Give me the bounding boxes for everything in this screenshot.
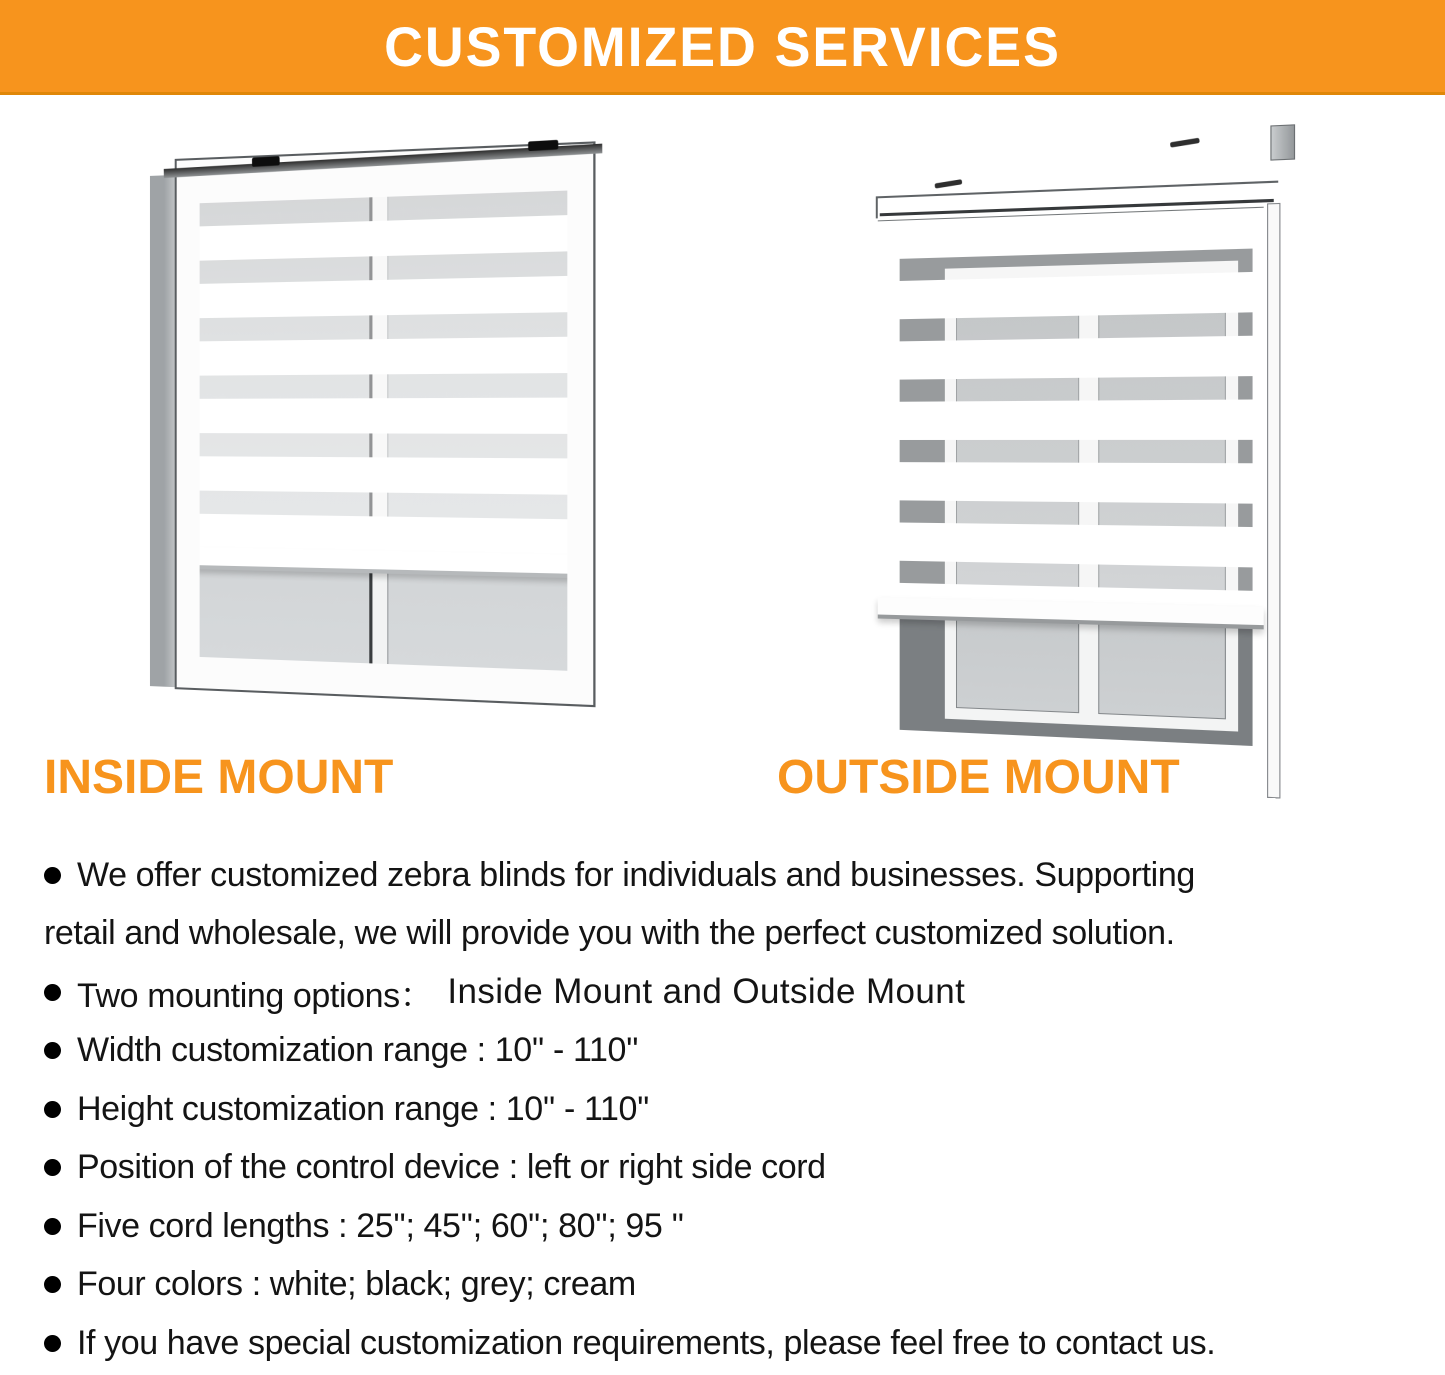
header-banner — [0, 0, 1445, 95]
outside-mount-label: OUTSIDE MOUNT — [777, 751, 1180, 804]
feature-list — [44, 846, 1415, 1373]
list-item — [44, 1256, 1415, 1315]
mount-bracket-icon — [528, 140, 558, 151]
bullet-dot-icon — [44, 1335, 61, 1352]
list-item-text: Position of the control device : left or right side cord — [77, 1148, 826, 1187]
list-item-text: Four colors : white; black; grey; cream — [77, 1265, 636, 1304]
list-item — [44, 1139, 1415, 1198]
list-item-continuation — [44, 905, 1415, 964]
bullet-dot-icon — [44, 1218, 61, 1235]
list-item — [44, 1314, 1415, 1373]
outside-mount-scene — [860, 110, 1317, 773]
list-item — [44, 963, 1415, 1022]
list-item-text: retail and wholesale, we will provide you with the perfect customized solution. — [44, 914, 1175, 953]
inside-mount-label: INSIDE MOUNT — [44, 751, 394, 804]
mount-bracket-icon — [252, 156, 280, 167]
blind-side-rail — [1267, 203, 1280, 799]
zebra-blind-stripes — [200, 191, 568, 559]
list-item-text: Five cord lengths : 25''; 45''; 60''; 80''; 95 '' — [77, 1206, 684, 1245]
list-item — [44, 1197, 1415, 1256]
bullet-dot-icon — [44, 1159, 61, 1176]
list-item-emphasis: Inside Mount and Outside Mount — [447, 972, 966, 1012]
bullet-dot-icon — [44, 1042, 61, 1059]
list-item — [44, 846, 1415, 905]
outside-mount-illustration — [860, 133, 1292, 751]
bullet-dot-icon — [44, 867, 61, 884]
bullet-dot-icon — [44, 1101, 61, 1118]
wall-return — [150, 175, 176, 687]
list-item — [44, 1080, 1415, 1139]
soffit-corner-line — [876, 196, 878, 218]
list-item — [44, 1022, 1415, 1081]
ceiling-bracket-mark-icon — [1170, 138, 1200, 148]
list-item-text: Two mounting options： — [77, 976, 434, 1015]
inside-mount-scene — [148, 126, 596, 713]
list-item-text: We offer customized zebra blinds for individuals and businesses. Supporting — [77, 855, 1195, 894]
inside-mount-illustration — [148, 146, 572, 694]
bullet-dot-icon — [44, 984, 61, 1001]
window-opening — [200, 191, 568, 671]
zebra-blind-stripes — [878, 207, 1264, 608]
page-title: CUSTOMIZED SERVICES — [384, 14, 1061, 78]
list-item-text: Height customization range : 10'' - 110'' — [77, 1089, 650, 1128]
window-frame — [175, 141, 596, 707]
list-item-text: Width customization range : 10'' - 110'' — [77, 1031, 639, 1070]
ceiling-bracket-mark-icon — [935, 179, 963, 188]
list-item-text: If you have special customization requirements, please feel free to contact us. — [77, 1323, 1216, 1362]
bullet-dot-icon — [44, 1276, 61, 1293]
mount-bracket-cube-icon — [1270, 124, 1295, 160]
